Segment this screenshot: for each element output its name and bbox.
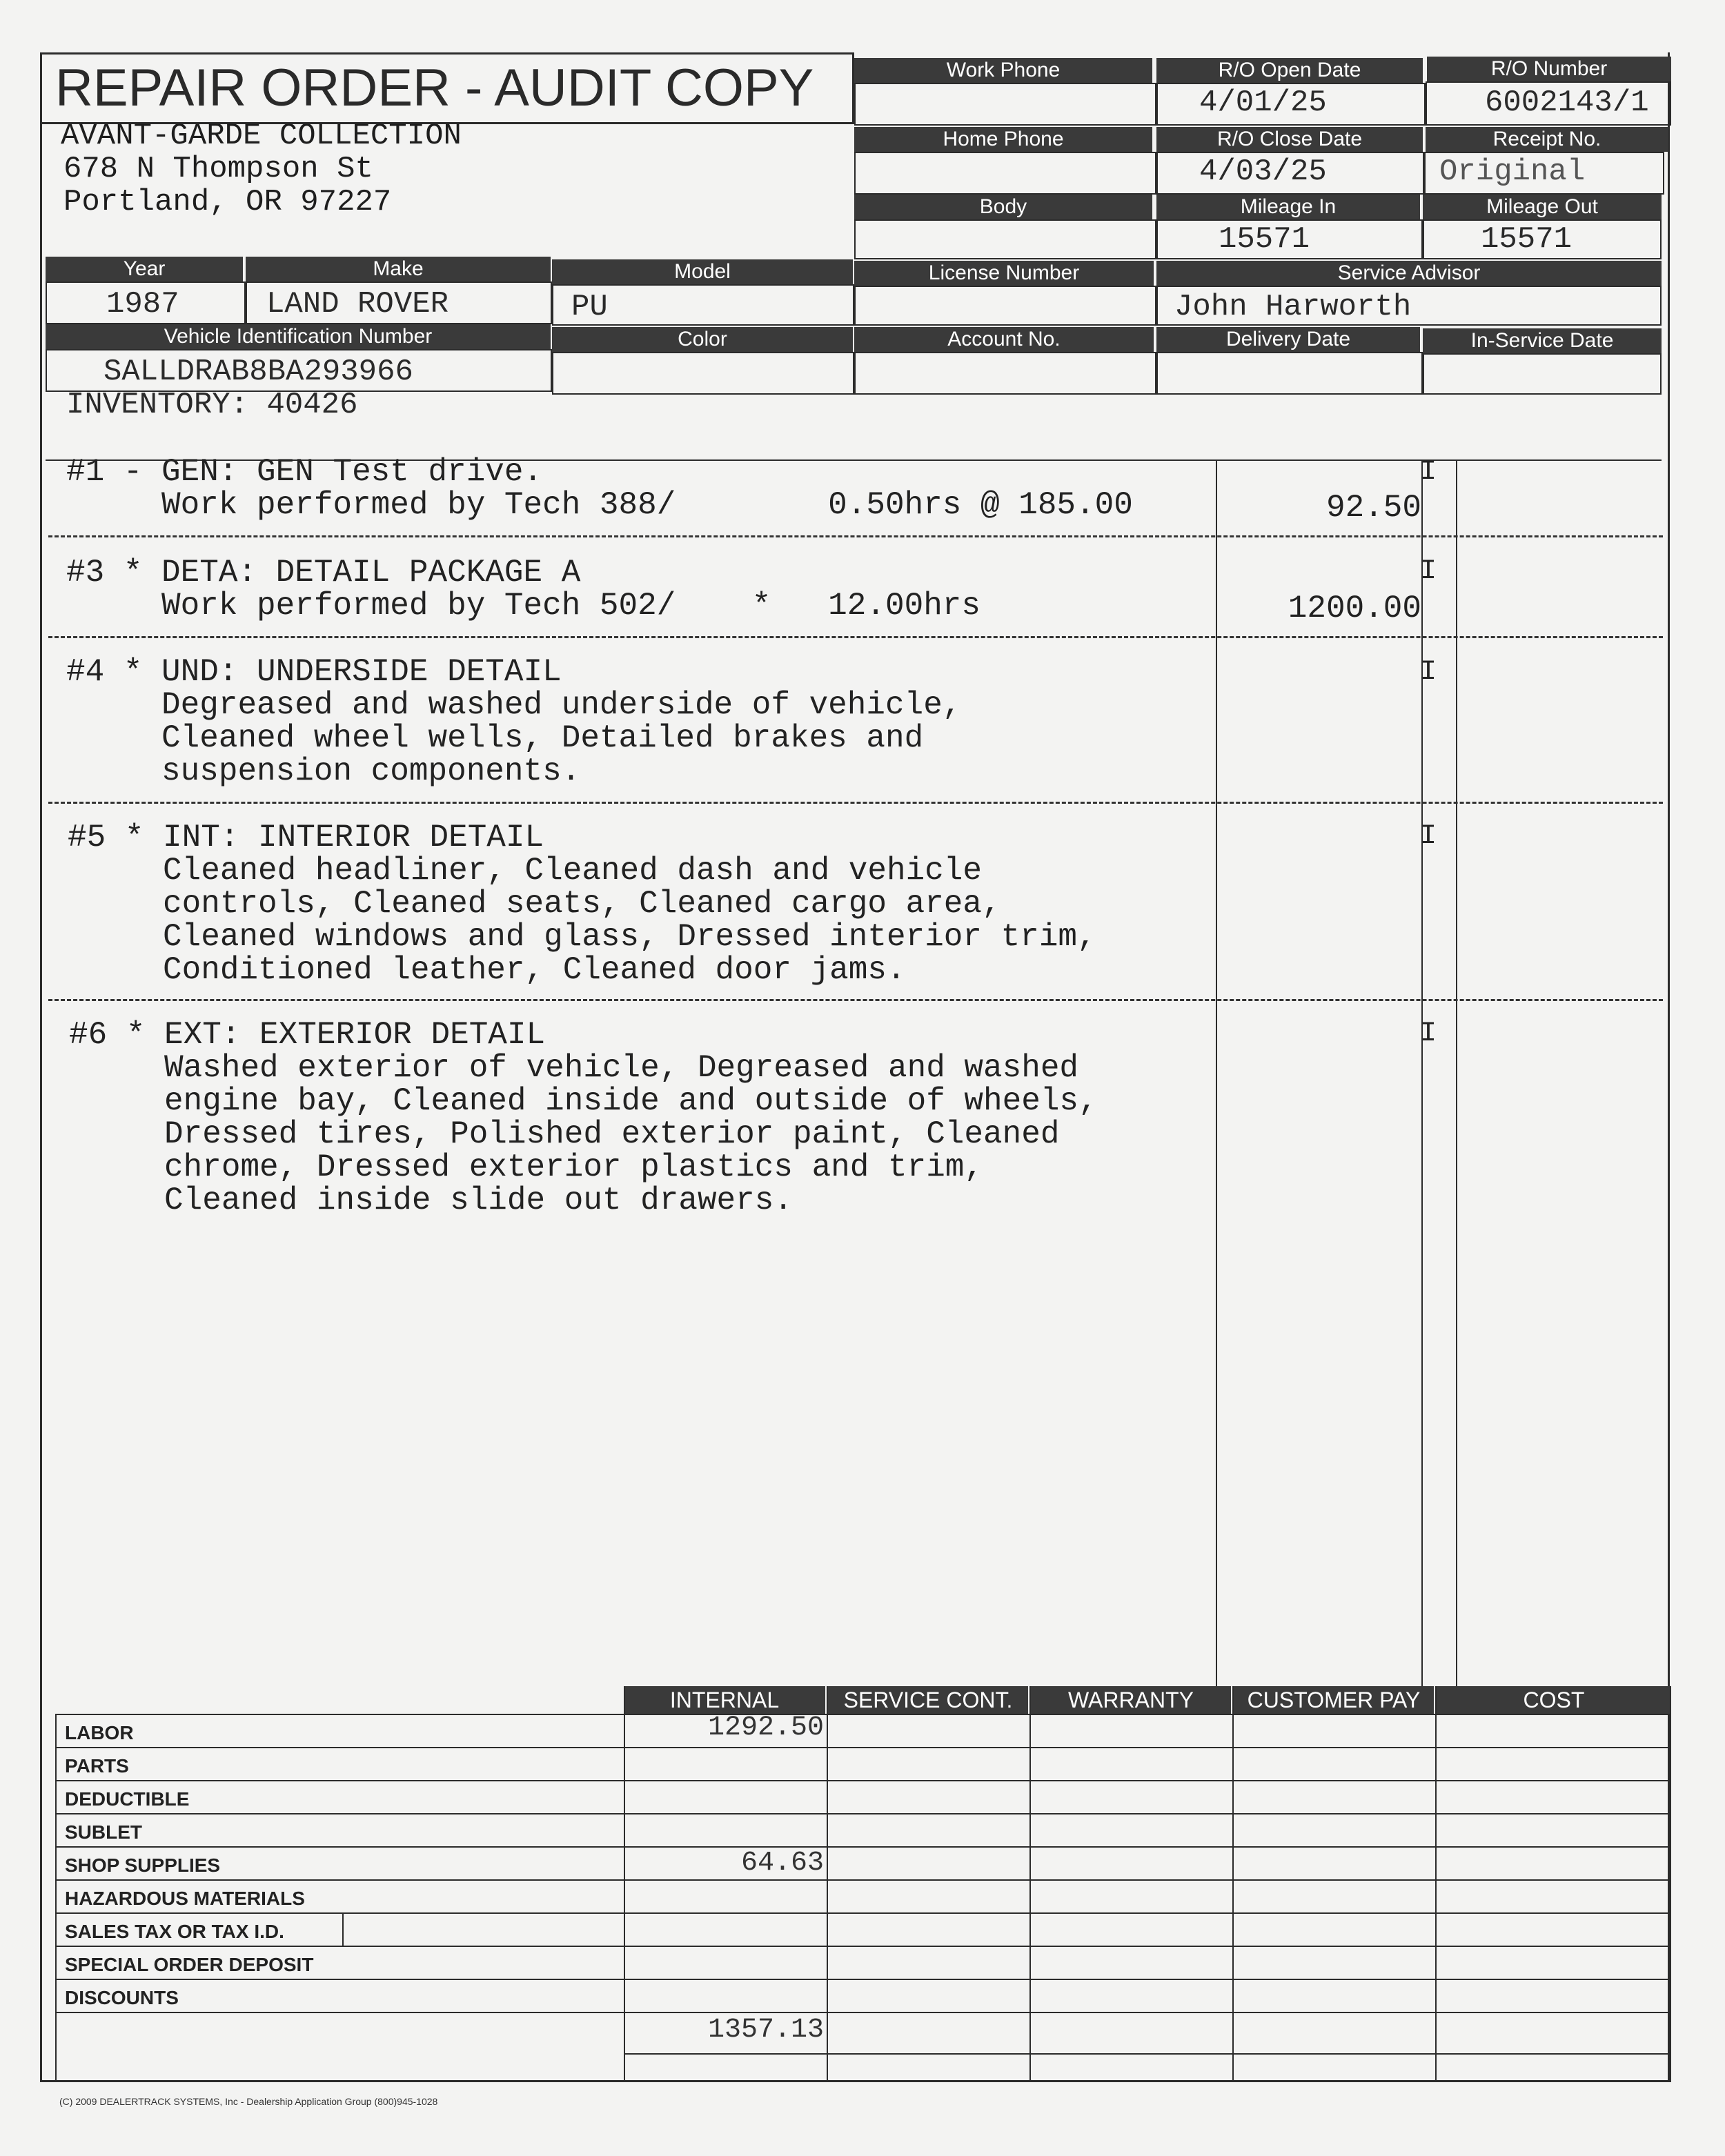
totals-row-shop-supplies: SHOP SUPPLIES	[65, 1855, 221, 1876]
mileage-in-label: Mileage In	[1156, 195, 1420, 219]
line-separator	[48, 535, 1663, 537]
account-no-cell	[854, 352, 1156, 395]
ro-open-date-label: R/O Open Date	[1156, 58, 1423, 83]
dealer-street: 678 N Thompson St	[63, 152, 373, 186]
totals-grid-rule	[55, 1813, 1670, 1814]
line-item-3-amount: 1200.00	[1288, 591, 1421, 626]
line-item-1-flag: I	[1420, 457, 1437, 488]
line-item-4-text-1: #4 * UND: UNDERSIDE DETAIL	[66, 654, 562, 690]
tax-id-divider	[342, 1912, 344, 1946]
make-value: LAND ROVER	[266, 287, 449, 322]
year-value: 1987	[106, 287, 179, 322]
receipt-no-value: Original	[1439, 155, 1586, 189]
year-label: Year	[46, 257, 243, 281]
body-label: Body	[854, 195, 1152, 219]
totals-grid-rule	[55, 2081, 1670, 2082]
color-label: Color	[552, 327, 853, 352]
service-advisor-value: John Harworth	[1174, 290, 1412, 324]
line-separator	[48, 802, 1663, 804]
totals-row-sales-tax: SALES TAX OR TAX I.D.	[65, 1921, 284, 1942]
totals-grid-rule	[55, 1946, 1670, 1947]
totals-grid-rule	[827, 1686, 828, 2082]
totals-grid-rule	[1435, 1686, 1437, 2082]
totals-grid-rule	[1670, 1686, 1671, 2082]
body-cell	[854, 219, 1156, 259]
labor-internal-value: 1292.50	[707, 1712, 824, 1743]
col-service-cont-header: SERVICE CONT.	[828, 1686, 1028, 1714]
line-item-4-text-2: Degreased and washed underside of vehicle,	[66, 687, 962, 723]
line-item-3-text-2: Work performed by Tech 502/ * 12.00hrs	[66, 588, 981, 624]
totals-grid-rule	[55, 1879, 1670, 1881]
line-item-6-text-4: Dressed tires, Polished exterior paint, Cleaned	[69, 1116, 1060, 1152]
dealer-name: AVANT-GARDE COLLECTION	[61, 119, 462, 153]
grand-total-internal-value: 1357.13	[707, 2015, 824, 2046]
totals-grid-rule	[55, 1912, 1670, 1914]
totals-row-sublet: SUBLET	[65, 1821, 142, 1843]
line-item-4-text-3: Cleaned wheel wells, Detailed brakes and	[66, 720, 924, 756]
totals-row-hazardous-materials: HAZARDOUS MATERIALS	[65, 1888, 305, 1909]
totals-grid-rule	[55, 1714, 1670, 1715]
line-item-5-text-5: Conditioned leather, Cleaned door jams.	[68, 952, 906, 988]
line-item-6-text-3: engine bay, Cleaned inside and outside of wheels,	[69, 1083, 1098, 1119]
model-label: Model	[552, 259, 853, 284]
line-item-1-amount: 92.50	[1325, 490, 1421, 526]
shop-supplies-internal-value: 64.63	[740, 1848, 824, 1879]
ro-number-label: R/O Number	[1427, 57, 1671, 81]
totals-grid-rule	[55, 2012, 1670, 2013]
totals-grid-rule	[55, 1780, 1670, 1781]
line-item-5-text-4: Cleaned windows and glass, Dressed interior trim,	[68, 919, 1096, 955]
ro-number-value: 6002143/1	[1485, 86, 1649, 120]
color-cell	[552, 352, 854, 395]
line-item-4-flag: I	[1420, 657, 1437, 688]
col-customer-pay-header: CUSTOMER PAY	[1234, 1686, 1434, 1714]
line-item-6-text-1: #6 * EXT: EXTERIOR DETAIL	[69, 1017, 546, 1053]
line-separator	[48, 999, 1663, 1001]
col-warranty-header: WARRANTY	[1031, 1686, 1231, 1714]
amount-col-rule-right	[1456, 459, 1457, 1688]
totals-row-discounts: DISCOUNTS	[65, 1987, 179, 2008]
totals-grid-rule	[55, 1979, 1670, 1980]
receipt-no-label: Receipt No.	[1426, 127, 1668, 152]
line-item-5-text-1: #5 * INT: INTERIOR DETAIL	[68, 820, 544, 856]
inventory-number: INVENTORY: 40426	[66, 388, 358, 422]
line-separator	[48, 636, 1663, 638]
make-label: Make	[246, 257, 551, 281]
mileage-out-label: Mileage Out	[1423, 195, 1662, 219]
totals-row-special-order-deposit: SPECIAL ORDER DEPOSIT	[65, 1954, 314, 1975]
copyright-footer: (C) 2009 DEALERTRACK SYSTEMS, Inc - Dealership Application Group (800)945-1028	[59, 2096, 438, 2107]
mileage-in-value: 15571	[1219, 222, 1310, 257]
ro-close-date-label: R/O Close Date	[1156, 127, 1423, 152]
totals-grid-rule	[1232, 1686, 1234, 2082]
line-item-6-text-5: chrome, Dressed exterior plastics and trim,	[69, 1149, 984, 1185]
home-phone-cell	[854, 152, 1156, 195]
flag-col-rule	[1421, 459, 1423, 1688]
line-item-5-flag: I	[1420, 821, 1437, 852]
license-number-cell	[854, 286, 1156, 326]
totals-grid-rule	[55, 1714, 57, 2082]
work-phone-label: Work Phone	[854, 58, 1152, 83]
line-item-6-text-6: Cleaned inside slide out drawers.	[69, 1183, 793, 1218]
totals-grid-rule	[55, 1846, 1670, 1848]
line-item-5-text-3: controls, Cleaned seats, Cleaned cargo area,	[68, 886, 1001, 922]
line-item-3-flag: I	[1420, 556, 1437, 587]
ro-close-date-value: 4/03/25	[1199, 155, 1327, 189]
line-item-6-text-2: Washed exterior of vehicle, Degreased and washed	[69, 1050, 1079, 1086]
totals-row-deductible: DEDUCTIBLE	[65, 1788, 190, 1810]
in-service-date-cell	[1423, 353, 1662, 395]
totals-grid-rule	[1029, 1686, 1031, 2082]
line-item-1-text-1: #1 - GEN: GEN Test drive.	[66, 454, 543, 490]
totals-row-parts: PARTS	[65, 1755, 129, 1777]
totals-grid-rule	[55, 1747, 1670, 1748]
in-service-date-label: In-Service Date	[1423, 328, 1662, 353]
page-title: REPAIR ORDER - AUDIT COPY	[55, 59, 814, 117]
ro-open-date-value: 4/01/25	[1199, 86, 1327, 120]
vin-value: SALLDRAB8BA293966	[103, 355, 413, 389]
delivery-date-cell	[1156, 352, 1423, 395]
col-cost-header: COST	[1437, 1686, 1671, 1714]
work-phone-cell	[854, 83, 1156, 126]
line-item-1-text-2: Work performed by Tech 388/ 0.50hrs @ 185.00	[66, 487, 1133, 523]
line-item-6-flag: I	[1420, 1018, 1437, 1049]
line-item-3-text-1: #3 * DETA: DETAIL PACKAGE A	[66, 555, 581, 591]
delivery-date-label: Delivery Date	[1156, 327, 1420, 352]
model-value: PU	[571, 290, 608, 324]
home-phone-label: Home Phone	[854, 127, 1152, 152]
totals-row-labor: LABOR	[65, 1722, 134, 1743]
mileage-out-value: 15571	[1481, 222, 1573, 257]
account-no-label: Account No.	[854, 327, 1154, 352]
license-number-label: License Number	[854, 261, 1154, 286]
amount-col-rule-left	[1216, 459, 1217, 1688]
dealer-city: Portland, OR 97227	[63, 185, 392, 219]
service-advisor-label: Service Advisor	[1156, 261, 1662, 286]
col-internal-header: INTERNAL	[624, 1686, 825, 1714]
line-item-4-text-4: suspension components.	[66, 753, 581, 789]
totals-grid-rule	[624, 1686, 625, 2082]
totals-grid-rule	[624, 2053, 1670, 2055]
vin-label: Vehicle Identification Number	[46, 324, 551, 349]
line-item-5-text-2: Cleaned headliner, Cleaned dash and vehicle	[68, 853, 983, 889]
